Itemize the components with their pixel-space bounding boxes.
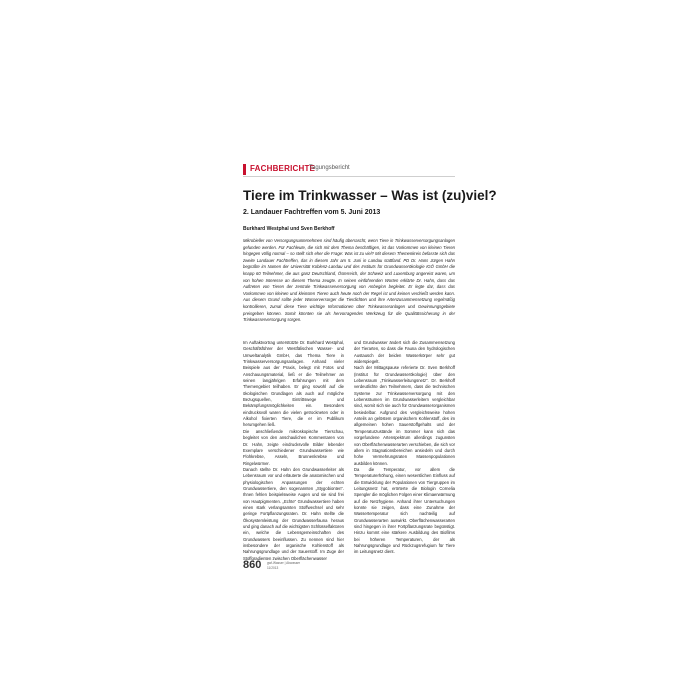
journal-issue: 11/2013	[267, 565, 279, 570]
section-header	[243, 164, 455, 176]
article-title: Tiere im Trinkwasser – Was ist (zu)viel?	[243, 188, 497, 203]
section-marker	[243, 164, 246, 175]
journal-name: gwf-Wasser | Abwasser	[267, 561, 301, 565]
page-footer	[243, 559, 353, 573]
journal-info	[267, 561, 300, 570]
body-column-left	[243, 340, 344, 562]
body-paragraph: Da die Temperatur, vor allem die Temperaturerhöhung, einen wesentlichen Einfluss auf die Entwicklung der Populationen von Tiergruppen im Leitungsnetz hat, erörterte die Biologin Cornelia Spengler die möglichen Folgen einer Klimaerwärmung auf die Netzhygiene. Anhand ihrer Untersuchungen konnte sie zeigen, dass eine Zunahme der Wassertemperatur sich nachteilig auf Grundwasserarten auswirkt. Oberflächenwasserarten sind hingegen in ihrer Fortpflanzungsrate begünstigt. Hinzu kommt eine stärkere Ausbildung des Biofilms bei höheren Temperaturen, der als Nahrungsgrundlage und Rückzugsrefugium für Tiere im Leitungsnetz dient.	[354, 466, 455, 555]
body-paragraph: Nach der Mittagspause referierte Dr. Sven Berkhoff (Institut für Grundwasserökologie) über den Lebensraum „Trinkwasserleitungsnetz“. Dr. Berkhoff verdeutlichte den Teilnehmern, dass die technischen Systeme zur Trinkwasserversorgung mit den Lebensräumen im Grundwasserleitern vergleichbar sind, womit sich sie auch für Grundwasserorganismen besiedelbar. Aufgrund des vergleichsweise hohen Anteils an gelöstem organischem Kohlenstoff, des im allgemeinen hohen Sauerstoffgehalts und der Temperaturzustände im Sommer kann sich das vorgefundene Artenspektrum allerdings zugunsten von Oberflächenwasserarten verschieben, die sich vor allem in Stagnationsbereichen ansiedeln und durch hohe Vermehrungsraten Massenpopulationen ausbilden können.	[354, 365, 455, 466]
body-paragraph: Danach stellte Dr. Hahn den Grundwasserleiter als Lebensraum vor und erläuterte die anatomischen und physiologischen Anpassungen der echten Grundwassertiere, den sogenannten „Stygobionten“. Ihnen fehlen beispielsweise Augen und sie sind frei von Hautpigmenten. „Echte“ Grundwassertiere haben einen stark verlangsamten Stoffwechsel und sehr geringe Fortpflanzungsraten. Dr. Hahn stellte die Ökosystemleistung der Grundwasserfauna heraus und ging danach auf die wichtigsten Schlüsselfaktoren ein, welche die Lebensgemeinschaften des Grundwassers beeinflussen. Zu nennen sind hier insbesondere der organische Kohlenstoff als Nahrungsgrundlage und der Sauerstoff. Im Zuge der Stoffgradienten zwischen Oberflächenwasser	[243, 466, 344, 561]
header-rule	[243, 176, 455, 177]
body-column-right	[354, 340, 455, 556]
article-authors: Burkhard Westphal und Sven Berkhoff	[243, 226, 335, 232]
body-paragraph: Im Auftaktvortrag unterstützte Dr. Burkhard Westphal, Geschäftsführer der Westfälischen Wasser- und Umweltanalytik GmbH, das Thema Tiere in Trinkwasserversorgungsanlagen. Anhand vieler Beispiele aus der Praxis, belegt mit Fotos und Anschauungsmaterial, ließ er die Teilnehmer an seinen langjährigen Erfahrungen mit dem Themengebiet teilhaben. Er ging sowohl auf die ökologischen Grundlagen als auch auf mögliche Bezugsquellen, Eintrittswege und Bekämpfungsmöglichkeiten ein. Besonders eindrucksvoll waren die vielen getrockneten oder in Alkohol fixierten Tiere, die er im Publikum herumgehen ließ.	[243, 340, 344, 428]
section-label: FACHBERICHTE	[250, 164, 316, 173]
category-label: Tagungsbericht	[309, 165, 350, 171]
page-number: 860	[243, 559, 262, 571]
article-abstract: Mikrobieller von Versorgungsunternehmen sind häufig überrascht, wenn Tiere in Trinkwasserversorgungsanlagen gefunden werden. Für Fachleute, die sich mit dem Thema beschäftigen, ist das Vorkommen von kleinen Tieren hingegen völlig normal – so stellt sich eher die Frage: Was ist zu viel? Mit diesem Themenkreis befasste sich das zweite Landauer Fachtreffen, das in diesem Jahr am 5. Juni in Landau stattfand. PD Dr. Hans Jürgen Hahn begrüßte im Namen der Universität Koblenz-Landau und des Instituts für Grundwasserökologie IGÖ GmbH die knapp 60 Teilnehmer, die aus ganz Deutschland, Österreich, der Schweiz und Luxemburg angereist waren, um von hohen Interesse an diesem Thema zeugte. In seinen einführenden Worten erklärte Dr. Hahn, dass das Auftreten von Tieren der zentrale Trinkwasserversorgung von Anbeginn begleitet. Er legte dar, dass das Vorkommen von kleinen und kleinsten Tieren auch heute noch der Regel ist und keinen verdrießt werden kann. Aus diesem Grund sollte jeder Wasserversorger die Tierdichten und ihre Artenzusammensetzung regelmäßig kontrollieren, zumal diese Tiere wichtige Informationen über Trinkwasseranlagen und Gewinnungsgebiete preisgeben können. Somit könnten sie als hervorragendes Werkzeug für die Qualitätssicherung in der Trinkwasserversorgung sorgen.	[243, 238, 455, 323]
body-paragraph: Die anschließende mikroskopische Tierschau, begleitet von den anschaulichen Kommentaren von Dr. Hahn, zeigte eindrucksvolle Bilder lebender Exemplare verschiedener Grundwassertiere wie Flohkrebse, Asseln, Brunnenkrebse und Ringelwürmer.	[243, 428, 344, 466]
article-subtitle: 2. Landauer Fachtreffen vom 5. Juni 2013	[243, 209, 381, 216]
body-paragraph: und Grundwasser ändert sich die Zusammensetzung der Tierarten, so dass die Fauna den hydrologischen Austausch der beiden Wasserkörper sehr gut widerspiegelt.	[354, 340, 455, 365]
